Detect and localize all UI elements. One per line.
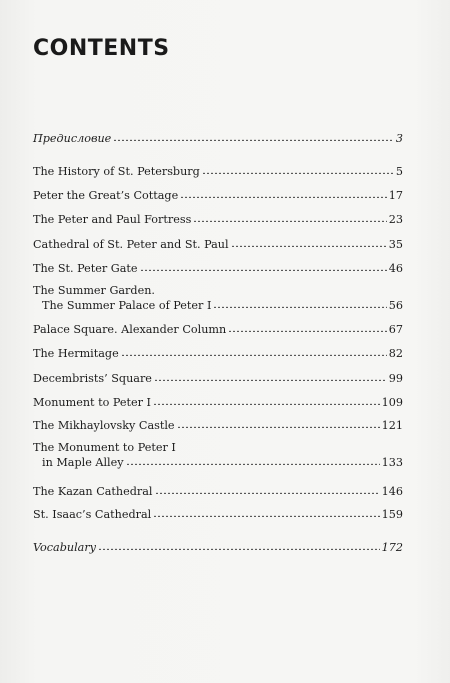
toc-entry[interactable] xyxy=(33,418,403,433)
toc-entry[interactable] xyxy=(33,237,403,252)
toc-entry-title: The Kazan Cathedral xyxy=(33,485,153,498)
toc-page-number: 121 xyxy=(381,419,403,432)
toc-entry[interactable] xyxy=(33,346,403,361)
toc-entry[interactable] xyxy=(33,188,403,203)
toc-entry[interactable] xyxy=(33,283,403,313)
toc-page-number: 159 xyxy=(381,508,403,521)
toc-page-number: 5 xyxy=(395,165,403,178)
toc-entry[interactable] xyxy=(33,322,403,337)
leader-dots xyxy=(153,507,379,517)
toc-page-number: 3 xyxy=(395,132,403,145)
toc-page-number: 109 xyxy=(381,396,403,409)
toc-page-number: 23 xyxy=(388,213,403,226)
leader-dots xyxy=(121,346,387,356)
toc-entry[interactable] xyxy=(33,261,403,276)
toc-entry-title: The Summer Palace of Peter I xyxy=(42,299,212,312)
toc-page-number: 46 xyxy=(388,262,403,275)
toc-entry-title: Cathedral of St. Peter and St. Paul xyxy=(33,238,229,251)
leader-dots xyxy=(153,395,380,405)
toc-entry-title: Palace Square. Alexander Column xyxy=(33,323,227,336)
toc-entry-title: Peter the Great’s Cottage xyxy=(33,189,179,202)
toc-entry[interactable] xyxy=(33,484,403,499)
leader-dots xyxy=(140,261,387,271)
leader-dots xyxy=(231,237,387,247)
toc-entry[interactable] xyxy=(33,440,403,470)
leader-dots xyxy=(154,371,387,381)
leader-dots xyxy=(228,322,387,332)
toc-entry[interactable] xyxy=(33,164,403,179)
leader-dots xyxy=(155,484,380,494)
toc-page-number: 35 xyxy=(388,238,403,251)
toc-entry-title: Vocabulary xyxy=(33,541,97,554)
toc-entry-title: The Summer Garden. xyxy=(33,284,155,297)
leader-dots xyxy=(177,418,380,428)
toc-entry-title: The Mikhaylovsky Castle xyxy=(33,419,175,432)
toc-page-number: 17 xyxy=(388,189,403,202)
toc-entry-title: The Monument to Peter I xyxy=(33,441,176,454)
toc-entry[interactable] xyxy=(33,212,403,227)
toc-entry-title: in Maple Alley xyxy=(42,456,124,469)
toc-page-number: 82 xyxy=(388,347,403,360)
leader-dots xyxy=(113,131,394,141)
leader-dots xyxy=(213,298,386,308)
toc-page-number: 172 xyxy=(381,541,403,554)
toc-entry-title: The St. Peter Gate xyxy=(33,262,138,275)
toc-entry[interactable] xyxy=(33,371,403,386)
leader-dots xyxy=(126,455,380,465)
leader-dots xyxy=(180,188,387,198)
toc-entry-title: Decembrists’ Square xyxy=(33,372,152,385)
toc-entry[interactable] xyxy=(33,395,403,410)
toc-entry-title: The Peter and Paul Fortress xyxy=(33,213,192,226)
toc-entry[interactable] xyxy=(33,540,403,555)
toc-page-number: 56 xyxy=(388,299,403,312)
toc-page-number: 67 xyxy=(388,323,403,336)
leader-dots xyxy=(202,164,394,174)
toc-entry-title: Monument to Peter I xyxy=(33,396,151,409)
toc-entry-title: The Hermitage xyxy=(33,347,119,360)
toc-page-number: 146 xyxy=(381,485,403,498)
toc-entry-title: The History of St. Petersburg xyxy=(33,165,200,178)
leader-dots xyxy=(98,540,380,550)
toc-page-number: 99 xyxy=(388,372,403,385)
contents-title: CONTENTS xyxy=(33,36,170,61)
toc-page-number: 133 xyxy=(381,456,403,469)
toc-entry-title: St. Isaac’s Cathedral xyxy=(33,508,152,521)
toc-entry-title: Предисловие xyxy=(33,132,112,145)
leader-dots xyxy=(193,212,386,222)
toc-entry[interactable] xyxy=(33,507,403,522)
toc-entry[interactable] xyxy=(33,131,403,146)
